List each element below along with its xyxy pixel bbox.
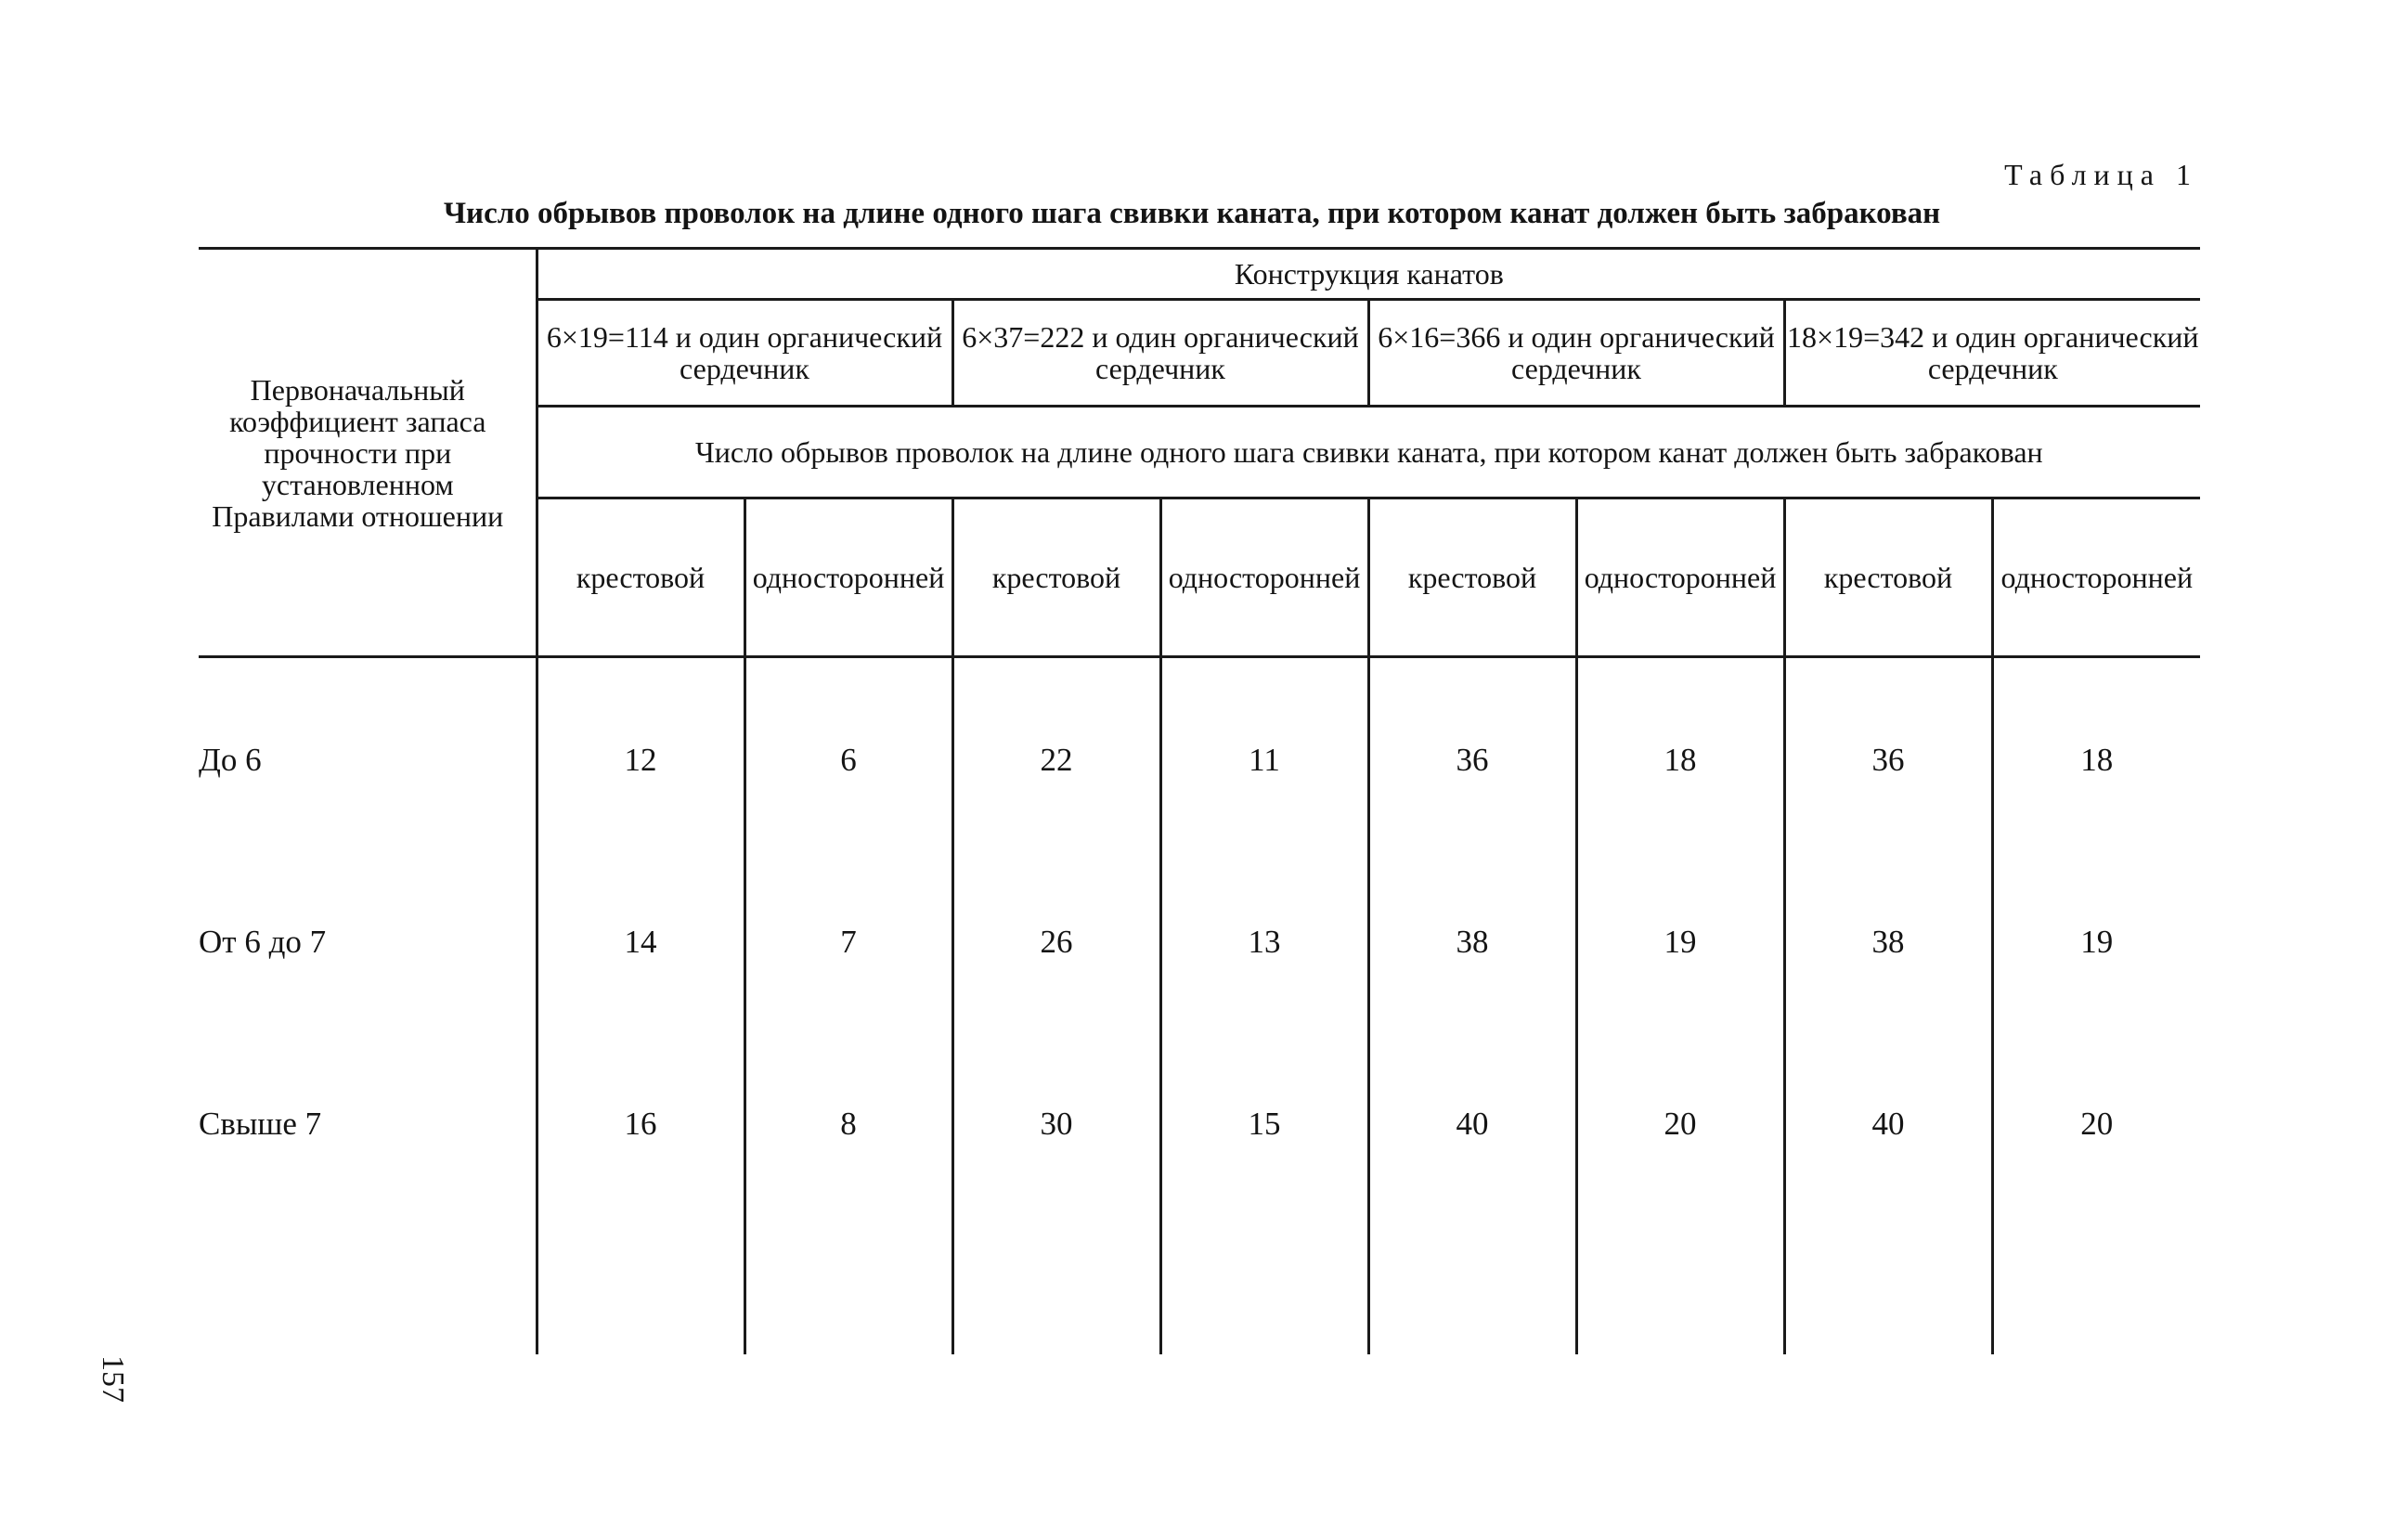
row-label: От 6 до 7 bbox=[199, 924, 327, 960]
lay-type-cross: крестовой bbox=[537, 498, 744, 657]
rope-rejection-table bbox=[199, 247, 2200, 1354]
value-cell: 19 bbox=[1576, 851, 1784, 1033]
lay-type-one-sided: односторонней bbox=[744, 498, 952, 657]
value-cell: 6 bbox=[744, 669, 952, 851]
value-cell: 8 bbox=[744, 1033, 952, 1215]
value-cell: 18 bbox=[1992, 669, 2200, 851]
value-cell: 38 bbox=[1784, 851, 1992, 1033]
value-cell: 11 bbox=[1160, 669, 1368, 851]
value-cell: 26 bbox=[952, 851, 1160, 1033]
value-cell: 14 bbox=[537, 851, 744, 1033]
value-cell: 18 bbox=[1576, 669, 1784, 851]
value-cell: 20 bbox=[1576, 1033, 1784, 1215]
lay-type-cross: крестовой bbox=[952, 498, 1160, 657]
lay-type-one-sided: односторонней bbox=[1160, 498, 1368, 657]
lay-type-one-sided: односторонней bbox=[1576, 498, 1784, 657]
value-cell: 36 bbox=[1368, 669, 1576, 851]
page-number: 157 bbox=[96, 1355, 130, 1403]
row-header-cell bbox=[199, 249, 537, 657]
lay-type-cross: крестовой bbox=[1784, 498, 1992, 657]
construction-6x37: 6×37=222 и один органический сердечник bbox=[952, 300, 1368, 407]
construction-6x16: 6×16=366 и один органический сердечник bbox=[1368, 300, 1784, 407]
row-header-text: Первоначальный коэффициент запаса прочности при установленном Правилами отношении bbox=[212, 372, 504, 533]
lay-type-cross: крестовой bbox=[1368, 498, 1576, 657]
construction-18x19: 18×19=342 и один органический сердечник bbox=[1784, 300, 2200, 407]
value-cell: 7 bbox=[744, 851, 952, 1033]
breaks-title: Число обрывов проволок на длине одного шага свивки каната, при котором канат должен быть забракован bbox=[537, 407, 2200, 498]
value-cell: 19 bbox=[1992, 851, 2200, 1033]
table-row bbox=[199, 1033, 2200, 1215]
value-cell: 22 bbox=[952, 669, 1160, 851]
table-number-label: Таблица 1 bbox=[2004, 158, 2198, 191]
value-cell: 36 bbox=[1784, 669, 1992, 851]
row-label: Свыше 7 bbox=[199, 1106, 322, 1142]
lay-type-one-sided: односторонней bbox=[1992, 498, 2200, 657]
construction-title: Конструкция канатов bbox=[537, 249, 2200, 300]
row-label: До 6 bbox=[199, 742, 262, 778]
table-caption: Число обрывов проволок на длине одного шага свивки каната, при котором канат должен быть забракован bbox=[443, 197, 1941, 230]
value-cell: 13 bbox=[1160, 851, 1368, 1033]
table-row bbox=[199, 851, 2200, 1033]
value-cell: 20 bbox=[1992, 1033, 2200, 1215]
table-row bbox=[199, 669, 2200, 851]
value-cell: 30 bbox=[952, 1033, 1160, 1215]
value-cell: 15 bbox=[1160, 1033, 1368, 1215]
value-cell: 38 bbox=[1368, 851, 1576, 1033]
construction-6x19: 6×19=114 и один органический сердечник bbox=[537, 300, 952, 407]
value-cell: 40 bbox=[1784, 1033, 1992, 1215]
value-cell: 12 bbox=[537, 669, 744, 851]
value-cell: 40 bbox=[1368, 1033, 1576, 1215]
value-cell: 16 bbox=[537, 1033, 744, 1215]
